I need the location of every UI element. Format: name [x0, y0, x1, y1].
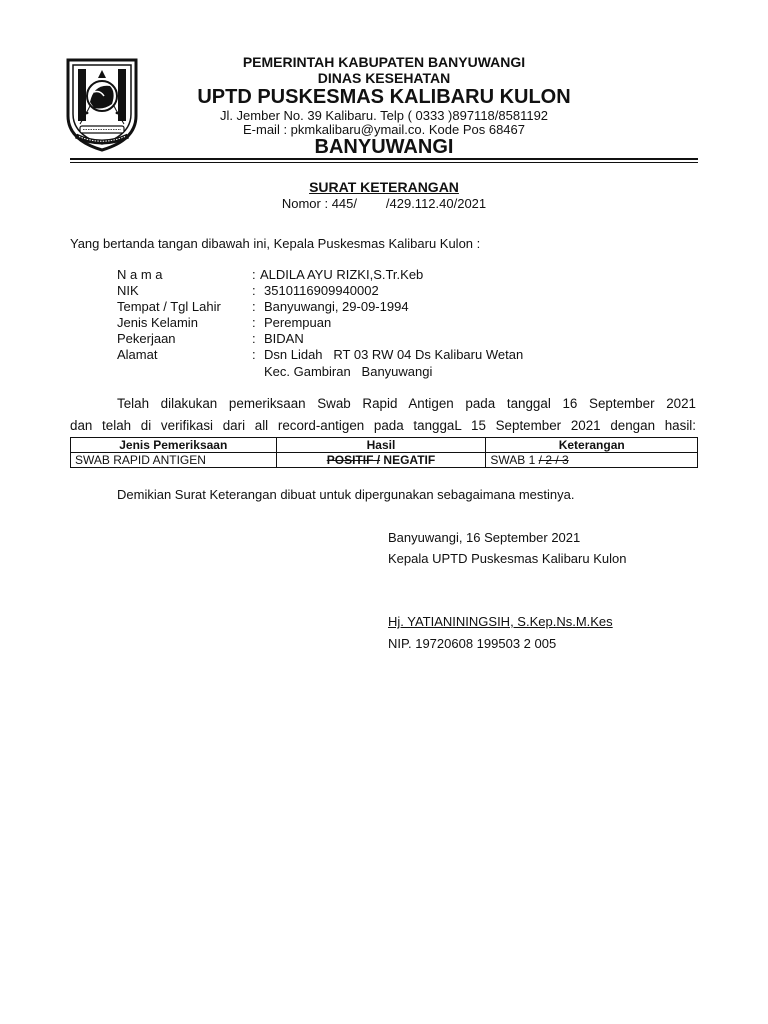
- document-title: SURAT KETERANGAN: [309, 179, 459, 195]
- field-label-gender: Jenis Kelamin: [117, 315, 198, 330]
- field-label-nik: NIK: [117, 283, 139, 298]
- field-value-birth: Banyuwangi, 29-09-1994: [264, 299, 409, 314]
- letterhead-address: Jl. Jember No. 39 Kalibaru. Telp ( 0333 )897118/8581192: [219, 108, 549, 123]
- keterangan-selected: SWAB 1: [490, 453, 539, 467]
- field-value-address-line2: Kec. Gambiran Banyuwangi: [264, 364, 433, 379]
- signature-nip: NIP. 19720608 199503 2 005: [388, 636, 557, 651]
- table-row: [71, 453, 698, 468]
- field-label-nama: N a m a: [117, 267, 163, 282]
- hasil-struck-option: POSITIF /: [326, 453, 381, 467]
- table-header-jenis: Jenis Pemeriksaan: [71, 438, 277, 453]
- result-table: [70, 437, 698, 468]
- field-value-nik: 3510116909940002: [264, 283, 379, 298]
- signature-position: Kepala UPTD Puskesmas Kalibaru Kulon: [388, 551, 627, 566]
- table-header-hasil: Hasil: [276, 438, 486, 453]
- hasil-selected-option: NEGATIF: [380, 453, 436, 467]
- letterhead-email: E-mail : pkmkalibaru@ymail.co. Kode Pos 68467: [243, 122, 525, 137]
- field-value-occupation: BIDAN: [264, 331, 304, 346]
- field-colon: :: [252, 283, 256, 298]
- keterangan-struck: / 2 / 3: [538, 453, 569, 467]
- letterhead-divider-thin: [70, 162, 698, 163]
- letterhead-government: PEMERINTAH KABUPATEN BANYUWANGI: [242, 54, 526, 70]
- field-value-gender: Perempuan: [264, 315, 332, 330]
- cell-keterangan: [486, 453, 698, 468]
- letterhead-department: DINAS KESEHATAN: [317, 70, 451, 86]
- field-label-birth: Tempat / Tgl Lahir: [117, 299, 221, 314]
- table-header-keterangan: Keterangan: [486, 438, 698, 453]
- cell-hasil: [276, 453, 486, 468]
- letterhead-divider: [70, 158, 698, 160]
- field-colon: :: [252, 347, 256, 362]
- letterhead-city: BANYUWANGI: [314, 136, 454, 158]
- signature-name: Hj. YATIANININGSIH, S.Kep.Ns.M.Kes: [388, 614, 613, 629]
- paragraph-examination: Telah dilakukan pemeriksaan Swab Rapid Antigen pada tanggal 16 September 2021: [117, 396, 696, 411]
- field-label-occupation: Pekerjaan: [117, 331, 176, 346]
- table-header-row: [71, 438, 698, 453]
- field-colon: :: [252, 315, 256, 330]
- field-colon: :: [252, 331, 256, 346]
- letterhead-institution: UPTD PUSKESMAS KALIBARU KULON: [197, 86, 571, 108]
- paragraph-verification: dan telah di verifikasi dari all record-antigen pada tanggaL 15 September 2021 dengan hasil:: [70, 418, 696, 433]
- cell-jenis: SWAB RAPID ANTIGEN: [71, 453, 277, 468]
- signature-place-date: Banyuwangi, 16 September 2021: [388, 530, 581, 545]
- field-label-address: Alamat: [117, 347, 158, 362]
- intro-text: Yang bertanda tangan dibawah ini, Kepala Puskesmas Kalibaru Kulon :: [70, 236, 481, 251]
- field-value-address: Dsn Lidah RT 03 RW 04 Ds Kalibaru Wetan: [264, 347, 524, 362]
- field-colon: :: [252, 267, 256, 282]
- field-colon: :: [252, 299, 256, 314]
- closing-statement: Demikian Surat Keterangan dibuat untuk dipergunakan sebagaimana mestinya.: [117, 487, 575, 502]
- document-number: Nomor : 445/ /429.112.40/2021: [281, 196, 487, 211]
- banyuwangi-regency-crest-icon: [64, 56, 140, 152]
- field-value-nama: ALDILA AYU RIZKI,S.Tr.Keb: [260, 267, 424, 282]
